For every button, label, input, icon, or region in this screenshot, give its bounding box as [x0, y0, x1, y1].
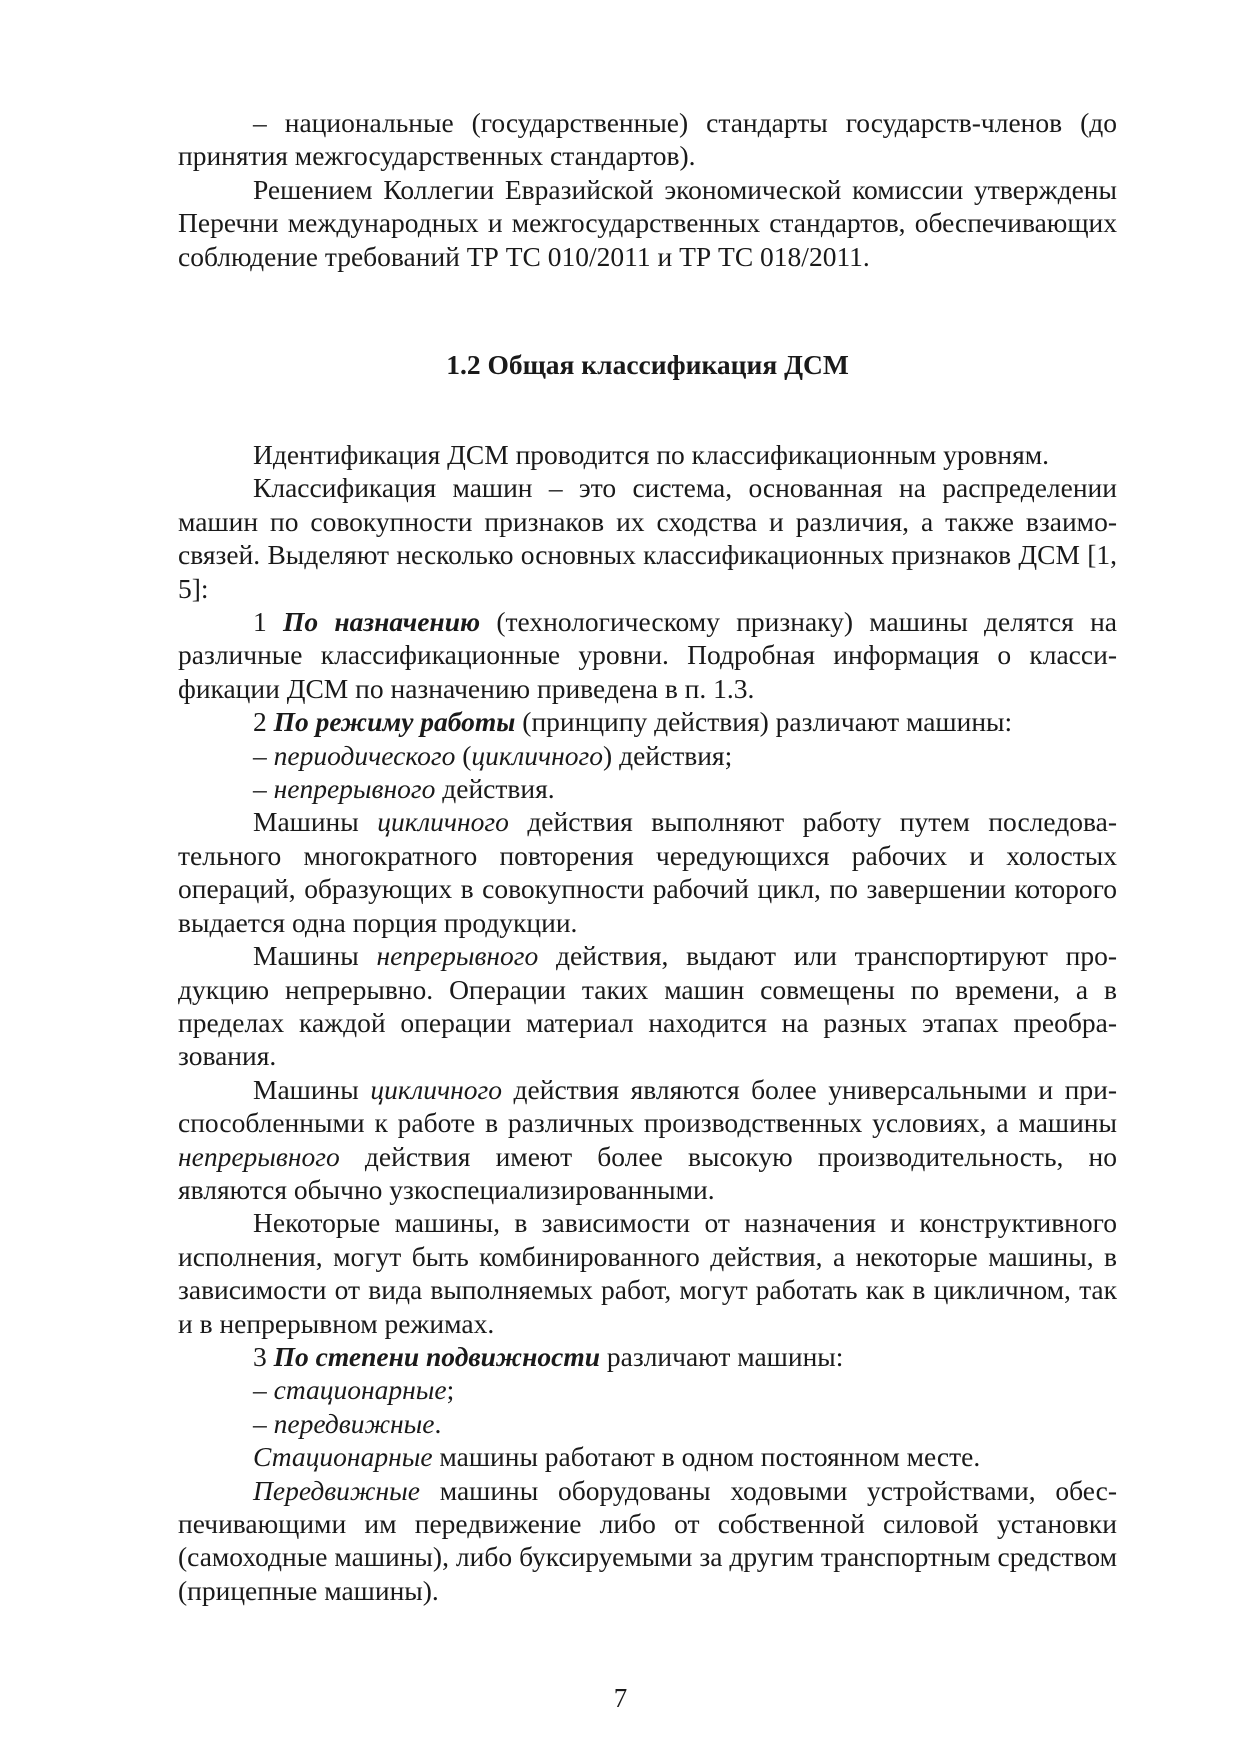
text-run: 1	[253, 606, 283, 638]
text-run: действия.	[435, 773, 555, 805]
main-text-block	[178, 438, 1117, 1607]
paragraph	[178, 1440, 1117, 1473]
text-run: – национальные (государственные) стандарты государств-членов (до принятия межгосударственных стандартов).	[178, 107, 1117, 172]
paragraph	[178, 605, 1117, 705]
page-number: 7	[613, 1683, 628, 1713]
text-run: Некоторые машины, в зависимости от назначения и конструктивного исполнения, могут быть комбинированного действия, а некоторые машины, в зависимости от вида выполняемых работ, могут работать как в цикличном, так и в непрерывном режимах.	[178, 1207, 1117, 1339]
text-run: ) действия;	[603, 739, 733, 771]
emphasized-text: непрерывного	[376, 940, 539, 972]
text-run: (	[455, 739, 472, 771]
paragraph	[178, 805, 1117, 939]
text-run: –	[253, 773, 274, 805]
emphasized-text: Передвижные	[253, 1474, 420, 1506]
emphasized-text: периодического	[273, 739, 456, 771]
text-run: действия, выдают или транспортируют продукцию непрерывно. Операции таких машин совмещены по времени, а в пределах каждой операции материал находится на разных этапах преобразования.	[178, 940, 1117, 1072]
emphasized-text: По степени подвижности	[273, 1340, 601, 1372]
text-run: 2	[253, 706, 274, 738]
text-run: различают машины:	[600, 1340, 844, 1372]
text-run: Машины	[253, 1073, 371, 1105]
text-run: Решением Коллегии Евразийской экономической комиссии утверждены Перечни международных и межгосударственных стандартов, обеспечивающих соблюдение требований ТР ТС 010/2011 и ТР ТС 018/2011.	[178, 173, 1117, 272]
text-run: Классификация машин – это система, основанная на распределении машин по совокупности признаков их сходства и различия, а также взаимосвязей. Выделяют несколько основных классификационных признаков ДСМ [1, 5]:	[178, 472, 1117, 604]
paragraph	[178, 1407, 1117, 1440]
paragraph	[178, 939, 1117, 1073]
paragraph	[178, 772, 1117, 805]
top-text-block	[178, 106, 1117, 273]
emphasized-text: цикличного	[370, 1073, 502, 1105]
paragraph	[178, 438, 1117, 471]
paragraph	[178, 106, 1117, 173]
text-run: (технологическому признаку) машины делятся на различные классификационные уровни. Подробная информация о классификации ДСМ по назначению приведена в п. 1.3.	[178, 606, 1117, 704]
text-run: –	[253, 1407, 274, 1439]
emphasized-text: непрерывного	[273, 773, 436, 805]
paragraph	[178, 739, 1117, 772]
emphasized-text: цикличного	[377, 806, 509, 838]
emphasized-text: Стационарные	[253, 1441, 433, 1473]
paragraph	[178, 1474, 1117, 1608]
emphasized-text: стационарные	[273, 1374, 447, 1406]
paragraph	[178, 1073, 1117, 1207]
text-run: Машины	[253, 806, 378, 838]
emphasized-text: По назначению	[283, 606, 481, 638]
emphasized-text: непрерывного	[178, 1140, 340, 1172]
text-run: действия выполняют работу путем последовательного многократного повторения чередующихся рабочих и холостых операций, образующих в совокупности рабочий цикл, по завершении которого выдается одна порция продукции.	[178, 806, 1117, 938]
text-run: Машины	[253, 940, 377, 972]
text-run: (принципу действия) различают машины:	[515, 706, 1013, 738]
paragraph	[178, 1373, 1117, 1406]
text-run: действия являются более универсальными и приспособленными к работе в различных производственных условиях, а машины	[178, 1073, 1117, 1139]
text-run: 3	[253, 1340, 274, 1372]
emphasized-text: По режиму работы	[273, 706, 516, 738]
text-run: машины оборудованы ходовыми устройствами, обеспечивающими им передвижение либо от собственной силовой установки (самоходные машины), либо буксируемыми за другим транспортным средством (прицепные машины).	[178, 1474, 1117, 1606]
text-run: машины работают в одном постоянном месте.	[432, 1441, 981, 1473]
text-run: .	[434, 1407, 442, 1439]
paragraph	[178, 173, 1117, 273]
text-run: Идентификация ДСМ проводится по классификационным уровням.	[253, 439, 1050, 470]
text-run: –	[253, 1374, 274, 1406]
paragraph	[178, 705, 1117, 738]
text-run: действия имеют более высокую производительность, но являются обычно узкоспециализированными.	[178, 1140, 1117, 1205]
text-run: –	[253, 739, 274, 771]
paragraph	[178, 1206, 1117, 1340]
emphasized-text: передвижные	[273, 1407, 435, 1439]
emphasized-text: цикличного	[471, 739, 604, 771]
section-heading: 1.2 Общая классификация ДСМ	[446, 349, 849, 380]
text-run: ;	[446, 1374, 455, 1406]
paragraph	[178, 471, 1117, 605]
paragraph	[178, 1340, 1117, 1373]
